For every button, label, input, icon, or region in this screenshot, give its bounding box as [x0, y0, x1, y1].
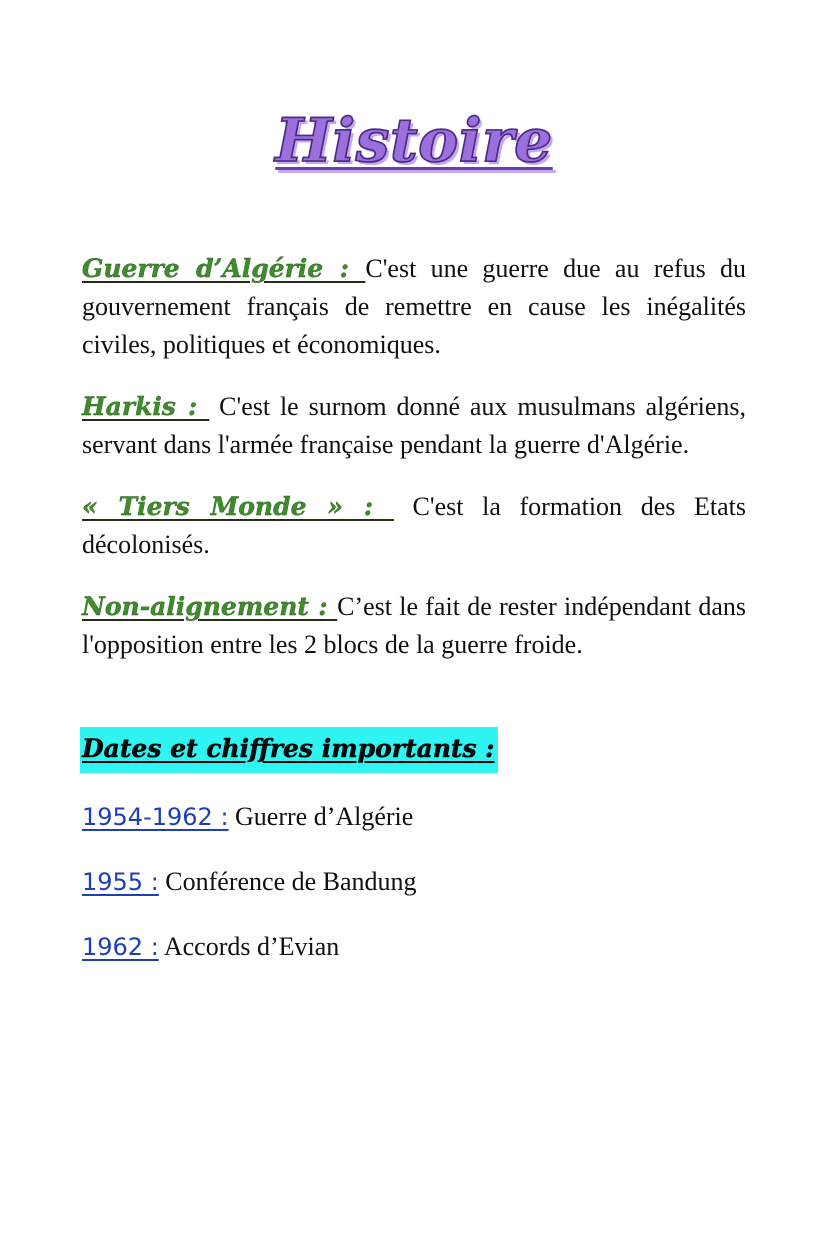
date-year: 1954-1962 : [82, 803, 229, 831]
definitions-list [82, 250, 746, 688]
dates-heading: Dates et chiffres importants : [80, 727, 498, 773]
definition-term: « Tiers Monde » : [82, 492, 394, 521]
date-event: Guerre d’Algérie [228, 802, 414, 831]
definition-item [82, 388, 746, 464]
definition-item [82, 488, 746, 564]
date-year: 1962 : [82, 933, 159, 961]
dates-list [82, 797, 417, 992]
definition-term: Harkis : [82, 392, 210, 421]
definition-term: Non-alignement : [82, 592, 338, 621]
date-event: Accords d’Evian [158, 932, 340, 961]
date-event: Conférence de Bandung [158, 867, 417, 896]
definition-item [82, 250, 746, 364]
definition-text: C'est la formation des Etats décolonisés. [82, 492, 746, 559]
date-year: 1955 : [82, 868, 159, 896]
date-item [82, 927, 417, 967]
date-item [82, 862, 417, 902]
title-container [0, 108, 828, 174]
definition-text: C'est le surnom donné aux musulmans algériens, servant dans l'armée française pendant la guerre d'Algérie. [82, 392, 746, 459]
dates-heading-container [80, 727, 498, 773]
definition-text: C'est une guerre due au refus du gouvernement français de remettre en cause les inégalités civiles, politiques et économiques. [82, 254, 746, 359]
definition-text: C’est le fait de rester indépendant dans l'opposition entre les 2 blocs de la guerre froide. [82, 592, 746, 659]
page-title: Histoire [275, 106, 553, 176]
definition-item [82, 588, 746, 664]
definition-term: Guerre d’Algérie : [82, 254, 366, 283]
date-item [82, 797, 417, 837]
